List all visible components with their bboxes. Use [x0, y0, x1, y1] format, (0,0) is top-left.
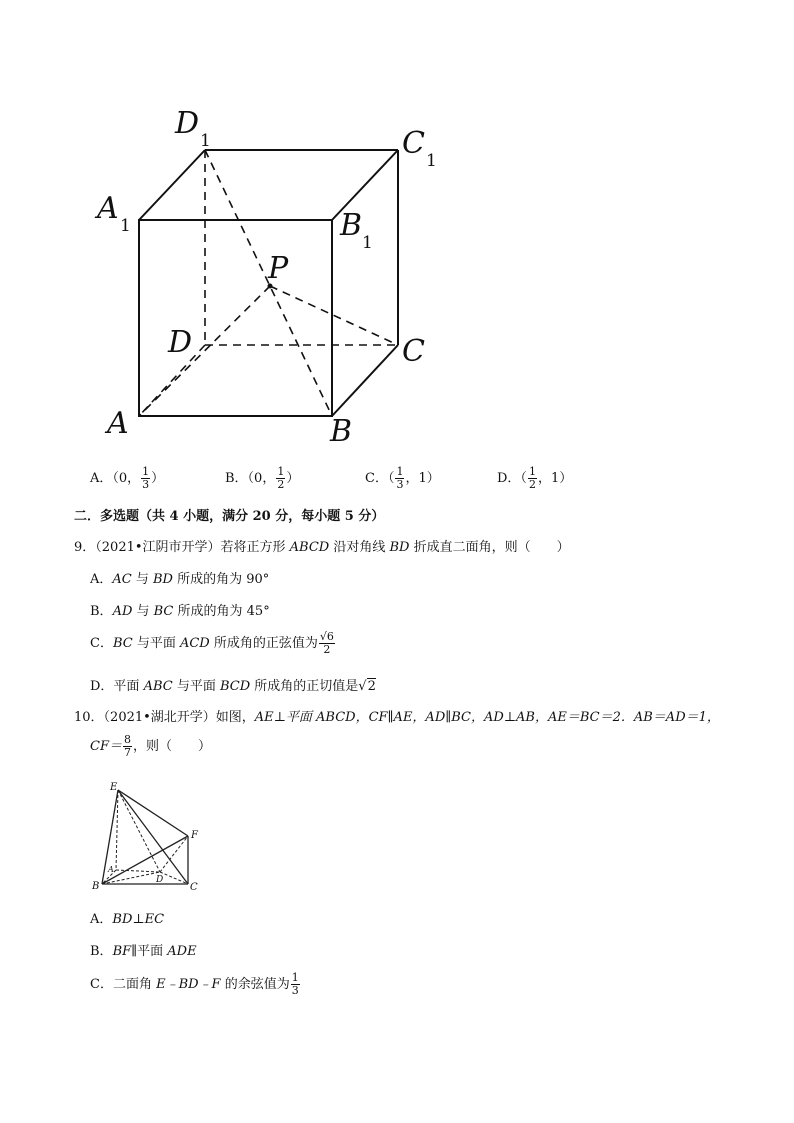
q8-option-c[interactable]: C．（ $\frac{1}{3}$ ，1）	[365, 465, 440, 491]
edge-d-f	[160, 836, 188, 872]
fig-label-a: A	[108, 865, 114, 874]
q10-option-b[interactable]: B．BF∥平面 ADE	[90, 944, 197, 959]
label-b1: B	[340, 208, 363, 243]
q9-option-c[interactable]: C．BC 与平面 ACD 所成角的正弦值为 $\frac{√6}{2}$	[90, 630, 334, 656]
fraction: $\frac{1}{3}$	[396, 465, 404, 491]
edge-e-d	[118, 790, 160, 872]
fig-label-b: B	[92, 881, 100, 892]
cube-figure	[0, 0, 794, 460]
q9-option-b[interactable]: B．AD 与 BC 所成的角为 45°	[90, 604, 270, 619]
section-heading: 二．多选题（共 4 小题，满分 20 分，每小题 5 分）	[74, 509, 385, 524]
label-a1-sub: 1	[120, 216, 131, 236]
edge-e-f	[118, 790, 188, 836]
sqrt-radicand: 2	[367, 679, 376, 694]
label-d1: D	[175, 106, 200, 141]
fig-label-f: F	[191, 830, 198, 841]
q10-option-c[interactable]: C．二面角 E﹣BD﹣F 的余弦值为 $\frac{1}{3}$	[90, 971, 299, 997]
fraction: $\frac{1}{3}$	[142, 465, 150, 491]
fraction: $\frac{√6}{2}$	[319, 630, 334, 656]
q9-option-a[interactable]: A．AC 与 BD 所成的角为 90°	[90, 572, 270, 587]
q10-stem-line1: 10．（2021•湖北开学）如图，AE⊥平面 ABCD，CF∥AE，AD∥BC，AD⊥AB，AE＝BC＝2．AB＝AD＝1，	[74, 710, 720, 725]
q8-option-b[interactable]: B．（0， $\frac{1}{2}$ ）	[225, 465, 300, 491]
edge-c-b	[332, 345, 398, 416]
label-a1: A	[97, 191, 119, 226]
fraction: $\frac{1}{3}$	[291, 971, 299, 997]
label-d1-sub: 1	[200, 131, 211, 151]
q9-stem: 9．（2021•江阴市开学）若将正方形 ABCD 沿对角线 BD 折成直二面角，则（ ）	[74, 540, 570, 555]
fraction: $\frac{1}{2}$	[277, 465, 285, 491]
edge-b-f	[102, 836, 188, 884]
label-c1-sub: 1	[426, 151, 437, 171]
fig-label-e: E	[110, 782, 118, 793]
label-b: B	[330, 414, 353, 449]
label-p: P	[268, 251, 289, 286]
label-a: A	[107, 406, 129, 441]
label-c1: C	[402, 126, 425, 161]
q8-option-a[interactable]: A．（0， $\frac{1}{3}$ ）	[90, 465, 165, 491]
label-b1-sub: 1	[362, 233, 373, 253]
label-d: D	[168, 325, 193, 360]
q9-option-d[interactable]: D．平面 ABC 与平面 BCD 所成角的正切值是√2	[90, 679, 376, 694]
fraction: $\frac{1}{2}$	[528, 465, 536, 491]
edge-a1-d1	[139, 150, 205, 220]
q10-figure	[90, 780, 210, 895]
q8-option-d[interactable]: D．（ $\frac{1}{2}$ ，1）	[497, 465, 573, 491]
edge-a-d	[116, 870, 160, 872]
fig-label-d: D	[156, 875, 164, 885]
fig-label-c: C	[190, 882, 198, 893]
q10-stem-line2: CF＝ $\frac{8}{7}$ ，则（ ）	[90, 733, 211, 759]
q10-option-a[interactable]: A．BD⊥EC	[90, 912, 165, 927]
fraction: $\frac{8}{7}$	[123, 733, 131, 759]
label-c: C	[402, 334, 425, 369]
segment-p-c	[270, 286, 398, 345]
